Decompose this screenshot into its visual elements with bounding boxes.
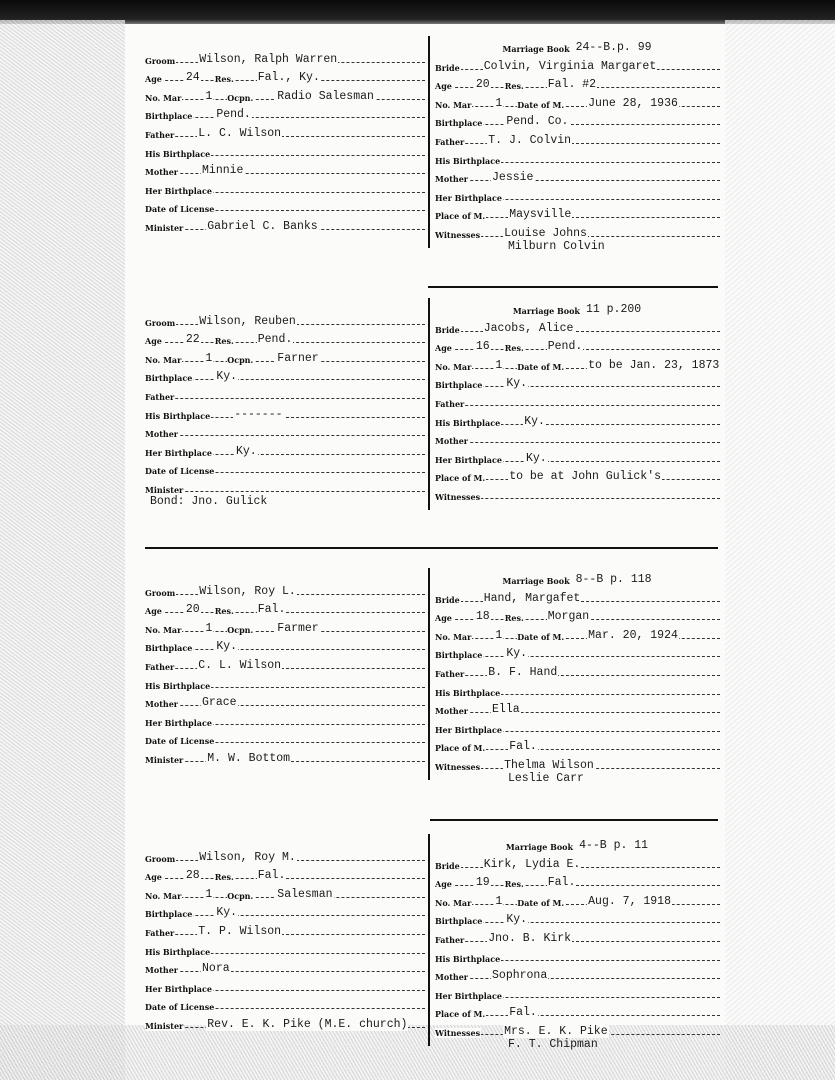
field-label: Mother — [435, 706, 469, 717]
field-label: Mother — [435, 436, 469, 447]
groom-field-father — [145, 919, 425, 938]
field-value-date-of-m: June 28, 1936 — [588, 96, 678, 110]
field-value: Sophrona — [492, 969, 548, 983]
groom-field-mother — [145, 957, 425, 976]
field-label: Groom — [145, 317, 176, 328]
bride-field-bride — [435, 852, 720, 871]
bride-field-bride — [435, 316, 720, 335]
field-label: Mother — [145, 699, 179, 710]
marriage-book-ref — [435, 36, 720, 54]
field-label: Res. — [504, 879, 524, 890]
field-label: Marriage Book — [512, 306, 580, 316]
field-value-date-of-m: Mar. 20, 1924 — [588, 628, 678, 642]
field-value: Nora — [202, 962, 230, 976]
field-label: Her Birthplace — [145, 983, 212, 994]
field-value: Ella — [492, 703, 520, 717]
field-label: Father — [145, 129, 175, 140]
field-label: Father — [435, 398, 465, 409]
field-label: Res. — [214, 606, 234, 617]
groom-field-minister — [145, 214, 425, 233]
bride-field-his-birthplace — [435, 147, 720, 166]
field-label: Res. — [214, 872, 234, 883]
field-value: Pend. Co. — [506, 115, 569, 129]
field-value-ocpn: Radio Salesman — [277, 89, 374, 103]
groom-section — [145, 309, 425, 511]
field-value: 1 — [205, 887, 213, 901]
field-value: Jno. B. Kirk — [488, 931, 572, 945]
field-value: 1 — [205, 89, 213, 103]
field-value: 28 — [185, 869, 200, 883]
field-value: Grace — [202, 696, 237, 710]
bride-field-father — [435, 128, 720, 147]
bride-field-witnesses — [435, 1019, 720, 1038]
bride-field-place-of-m — [435, 1001, 720, 1020]
field-label: Witnesses — [435, 491, 481, 502]
groom-field-birthplace — [145, 103, 425, 122]
bride-field-witnesses — [435, 483, 720, 502]
field-label: Father — [145, 661, 175, 672]
field-label: Date of M. — [517, 99, 565, 110]
field-label: No. Mar — [435, 361, 472, 372]
bride-section — [435, 568, 720, 788]
bride-field-age — [435, 73, 720, 92]
field-value: Pend. — [216, 108, 251, 122]
field-label: His Birthplace — [145, 946, 211, 957]
field-value: Thelma Wilson — [504, 758, 594, 772]
marriage-record-card — [145, 298, 720, 528]
groom-field-groom — [145, 47, 425, 66]
field-value: 20 — [475, 78, 490, 92]
field-value: 1 — [495, 358, 503, 372]
field-label: Res. — [214, 74, 234, 85]
field-value: Ky. — [216, 906, 238, 920]
marriage-book-value: 8--B p. 118 — [575, 573, 652, 586]
card-separator — [428, 286, 718, 288]
field-label: Age — [145, 872, 162, 883]
field-label: Her Birthplace — [435, 724, 502, 735]
groom-field-no-mar — [145, 882, 425, 901]
groom-field-date-of-license — [145, 728, 425, 747]
bride-field-her-birthplace — [435, 716, 720, 735]
groom-field-her-birthplace — [145, 439, 425, 458]
bride-field-her-birthplace — [435, 184, 720, 203]
field-value-res: Pend. — [547, 340, 583, 354]
groom-field-minister — [145, 476, 425, 495]
groom-field-groom — [145, 309, 425, 328]
groom-field-no-mar — [145, 84, 425, 103]
groom-field-his-birthplace — [145, 672, 425, 691]
bride-field-birthplace — [435, 110, 720, 129]
field-label: Date of License — [145, 736, 215, 747]
field-value-res: Pend. — [257, 333, 293, 347]
field-label: Age — [145, 336, 162, 347]
field-value-res: Fal. — [547, 876, 576, 890]
field-value: 20 — [185, 603, 200, 617]
bride-field-bride — [435, 54, 720, 73]
field-value-ocpn: Farmer — [277, 621, 319, 635]
field-value-res: Fal. — [257, 603, 286, 617]
groom-field-father — [145, 121, 425, 140]
field-value: B. F. Hand — [488, 665, 558, 679]
field-label: Her Birthplace — [145, 717, 212, 728]
field-value: Ky. — [235, 444, 257, 458]
marriage-record-card — [145, 834, 720, 1064]
field-label: Mother — [435, 174, 469, 185]
bride-field-birthplace — [435, 908, 720, 927]
groom-section — [145, 47, 425, 233]
field-label: Age — [145, 606, 162, 617]
field-value: Jessie — [492, 171, 534, 185]
field-label: Marriage Book — [502, 44, 570, 54]
groom-field-groom — [145, 579, 425, 598]
marriage-record-card — [145, 36, 720, 266]
field-label: No. Mar — [435, 99, 472, 110]
field-label: Mother — [145, 965, 179, 976]
bride-field-place-of-m — [435, 203, 720, 222]
field-value: 1 — [495, 96, 503, 110]
marriage-book-ref — [435, 298, 720, 316]
field-label: No. Mar — [145, 624, 182, 635]
bride-field-place-of-m — [435, 465, 720, 484]
field-label: Minister — [145, 222, 184, 233]
field-value: 19 — [475, 876, 490, 890]
column-divider — [428, 834, 430, 1046]
card-separator — [145, 547, 718, 549]
field-label: Marriage Book — [505, 842, 574, 852]
field-value: Hand, Margafet — [483, 591, 581, 605]
field-value: 1 — [205, 621, 213, 635]
bride-field-age — [435, 605, 720, 624]
field-value: Wilson, Ralph Warren — [199, 52, 338, 66]
field-label: Ocpn. — [227, 354, 254, 365]
field-label: Date of License — [145, 204, 215, 215]
field-value: Ky. — [506, 913, 528, 927]
column-divider — [428, 568, 430, 780]
field-value: Maysville — [509, 208, 572, 222]
groom-field-father — [145, 383, 425, 402]
field-label: Place of M. — [435, 211, 486, 222]
groom-field-age — [145, 598, 425, 617]
field-label: Witnesses — [435, 761, 481, 772]
field-value: Fal. — [509, 1006, 537, 1020]
bride-field-age — [435, 335, 720, 354]
field-label: No. Mar — [435, 631, 472, 642]
groom-field-his-birthplace — [145, 140, 425, 159]
groom-field-mother — [145, 159, 425, 178]
field-label: No. Mar — [145, 890, 182, 901]
bride-section — [435, 834, 720, 1054]
field-label: His Birthplace — [435, 417, 501, 428]
groom-field-no-mar — [145, 346, 425, 365]
bride-field-witnesses — [435, 221, 720, 240]
field-label: Minister — [145, 754, 184, 765]
column-divider — [428, 36, 430, 248]
bride-field-his-birthplace — [435, 679, 720, 698]
field-value-res: Morgan — [547, 610, 590, 624]
bride-section — [435, 298, 720, 502]
field-label: Bride — [435, 594, 460, 605]
field-label: Bride — [435, 62, 460, 73]
groom-field-age — [145, 328, 425, 347]
groom-field-date-of-license — [145, 994, 425, 1013]
bride-field-his-birthplace — [435, 409, 720, 428]
field-label: His Birthplace — [435, 687, 501, 698]
bride-field-witnesses — [435, 753, 720, 772]
field-value: Wilson, Roy M. — [199, 850, 296, 864]
bride-field-mother — [435, 166, 720, 185]
field-value: 24 — [185, 71, 200, 85]
field-label: Date of M. — [517, 631, 565, 642]
field-value: Jacobs, Alice — [483, 321, 574, 335]
field-value: Ky. — [524, 414, 545, 428]
marriage-book-ref — [435, 568, 720, 586]
field-label: No. Mar — [435, 897, 472, 908]
groom-note: Bond: Jno. Gulick — [150, 494, 268, 508]
groom-field-birthplace — [145, 365, 425, 384]
marriage-book-value: 11 p.200 — [585, 303, 642, 316]
field-value-ocpn: Farner — [277, 351, 319, 365]
groom-field-her-birthplace — [145, 975, 425, 994]
groom-section — [145, 579, 425, 765]
bride-field-father — [435, 390, 720, 409]
bride-field-age — [435, 871, 720, 890]
field-value: 1 — [495, 894, 503, 908]
field-label: Birthplace — [145, 643, 193, 654]
field-label: Birthplace — [145, 909, 193, 920]
field-label: Father — [145, 927, 175, 938]
groom-field-his-birthplace — [145, 402, 425, 421]
field-label: Her Birthplace — [435, 454, 502, 465]
field-value: 1 — [205, 351, 213, 365]
field-label: His Birthplace — [145, 148, 211, 159]
field-label: His Birthplace — [145, 680, 211, 691]
field-label: Ocpn. — [227, 624, 254, 635]
groom-field-her-birthplace — [145, 709, 425, 728]
bride-field-no-mar — [435, 889, 720, 908]
field-value: Mrs. E. K. Pike — [504, 1024, 608, 1038]
field-label: Minister — [145, 1020, 184, 1031]
field-label: His Birthplace — [435, 953, 501, 964]
field-label: Minister — [145, 484, 184, 495]
bride-section — [435, 36, 720, 256]
bride-field-mother — [435, 428, 720, 447]
field-label: Her Birthplace — [145, 447, 212, 458]
field-label: Birthplace — [435, 916, 483, 927]
groom-field-minister — [145, 746, 425, 765]
field-label: Place of M. — [435, 1009, 486, 1020]
bride-field-his-birthplace — [435, 945, 720, 964]
bride-field-father — [435, 660, 720, 679]
bride-field-no-mar — [435, 353, 720, 372]
bride-note: F. T. Chipman — [508, 1037, 598, 1051]
bride-field-her-birthplace — [435, 982, 720, 1001]
bride-note: Milburn Colvin — [508, 239, 605, 253]
field-label: His Birthplace — [145, 410, 211, 421]
field-value: ------- — [234, 407, 283, 421]
groom-field-minister — [145, 1012, 425, 1031]
bride-field-mother — [435, 698, 720, 717]
field-label: Birthplace — [435, 118, 483, 129]
column-divider — [428, 298, 430, 510]
groom-field-father — [145, 653, 425, 672]
field-label: His Birthplace — [435, 155, 501, 166]
field-value: Colvin, Virginia Margaret — [483, 59, 657, 73]
marriage-book-value: 4--B p. 11 — [579, 839, 649, 852]
field-label: No. Mar — [145, 354, 182, 365]
field-value: 22 — [185, 333, 200, 347]
field-label: Witnesses — [435, 229, 481, 240]
bride-field-birthplace — [435, 642, 720, 661]
field-label: No. Mar — [145, 92, 182, 103]
field-label: Ocpn. — [227, 890, 254, 901]
bride-field-father — [435, 926, 720, 945]
card-separator — [430, 819, 718, 821]
field-label: Birthplace — [145, 373, 193, 384]
field-label: Bride — [435, 860, 460, 871]
field-label: Place of M. — [435, 473, 486, 484]
groom-section — [145, 845, 425, 1031]
field-value: L. C. Wilson — [198, 126, 282, 140]
field-label: Her Birthplace — [145, 185, 212, 196]
field-label: Groom — [145, 853, 176, 864]
field-label: Age — [435, 81, 452, 92]
groom-field-birthplace — [145, 635, 425, 654]
groom-field-mother — [145, 691, 425, 710]
groom-field-his-birthplace — [145, 938, 425, 957]
field-label: Marriage Book — [502, 576, 570, 586]
groom-field-date-of-license — [145, 458, 425, 477]
field-label: Birthplace — [435, 380, 483, 391]
field-value: Rev. E. K. Pike (M.E. church) — [207, 1017, 408, 1031]
field-value: Ky. — [506, 377, 528, 391]
bride-field-bride — [435, 586, 720, 605]
field-label: Place of M. — [435, 743, 486, 754]
field-label: Date of License — [145, 1002, 215, 1013]
field-value: Ky. — [216, 370, 238, 384]
field-value-date-of-m: to be Jan. 23, 1873 — [588, 358, 720, 372]
groom-field-age — [145, 864, 425, 883]
groom-field-her-birthplace — [145, 177, 425, 196]
field-value: Louise Johns — [504, 226, 587, 240]
field-label: Father — [435, 136, 465, 147]
field-value-res: Fal. — [257, 869, 286, 883]
bride-field-no-mar — [435, 623, 720, 642]
groom-field-mother — [145, 421, 425, 440]
field-value: Ky. — [216, 640, 238, 654]
field-value: Ky. — [525, 451, 547, 465]
marriage-book-value: 24--B.p. 99 — [575, 41, 652, 54]
field-label: Date of License — [145, 466, 215, 477]
field-value: M. W. Bottom — [207, 751, 291, 765]
field-label: Birthplace — [435, 650, 483, 661]
field-label: Her Birthplace — [435, 192, 502, 203]
field-label: Father — [145, 391, 175, 402]
field-value-date-of-m: Aug. 7, 1918 — [588, 894, 671, 908]
field-value: Kirk, Lydia E. — [483, 857, 581, 871]
bride-field-no-mar — [435, 91, 720, 110]
field-label: Res. — [504, 343, 524, 354]
groom-field-age — [145, 66, 425, 85]
field-label: Mother — [145, 429, 179, 440]
field-label: Ocpn. — [227, 92, 254, 103]
field-value: Fal. — [509, 740, 537, 754]
groom-field-groom — [145, 845, 425, 864]
field-label: Res. — [504, 613, 524, 624]
bride-field-her-birthplace — [435, 446, 720, 465]
field-label: Age — [435, 879, 452, 890]
field-label: Res. — [504, 81, 524, 92]
field-label: Date of M. — [517, 361, 565, 372]
field-label: Father — [435, 934, 465, 945]
field-value: Minnie — [202, 164, 244, 178]
field-value: T. P. Wilson — [198, 924, 282, 938]
field-label: Groom — [145, 55, 176, 66]
field-label: Father — [435, 668, 465, 679]
bride-note: Leslie Carr — [508, 771, 584, 785]
field-value: 18 — [475, 610, 490, 624]
field-value: Wilson, Roy L. — [199, 584, 296, 598]
field-label: Res. — [214, 336, 234, 347]
marriage-book-ref — [435, 834, 720, 852]
field-value: C. L. Wilson — [198, 658, 282, 672]
field-value-res: Fal., Ky. — [257, 71, 320, 85]
bride-field-place-of-m — [435, 735, 720, 754]
field-value: 1 — [495, 628, 503, 642]
field-label: Mother — [435, 972, 469, 983]
field-label: Age — [435, 343, 452, 354]
field-value: 16 — [475, 340, 490, 354]
field-value: T. J. Colvin — [488, 133, 572, 147]
marriage-record-card — [145, 568, 720, 798]
field-label: Witnesses — [435, 1027, 481, 1038]
field-label: Her Birthplace — [435, 990, 502, 1001]
field-value-res: Fal. #2 — [547, 78, 597, 92]
field-label: Birthplace — [145, 111, 193, 122]
field-label: Groom — [145, 587, 176, 598]
field-value-ocpn: Salesman — [277, 887, 333, 901]
bride-field-mother — [435, 964, 720, 983]
field-label: Mother — [145, 167, 179, 178]
groom-field-date-of-license — [145, 196, 425, 215]
field-value: Ky. — [506, 647, 528, 661]
field-label: Bride — [435, 324, 460, 335]
field-value: to be at John Gulick's — [509, 470, 662, 484]
groom-field-no-mar — [145, 616, 425, 635]
field-value: Wilson, Reuben — [199, 314, 296, 328]
field-label: Date of M. — [517, 897, 565, 908]
field-label: Age — [435, 613, 452, 624]
field-value: Gabriel C. Banks — [207, 219, 318, 233]
bride-field-birthplace — [435, 372, 720, 391]
groom-field-birthplace — [145, 901, 425, 920]
field-label: Age — [145, 74, 162, 85]
